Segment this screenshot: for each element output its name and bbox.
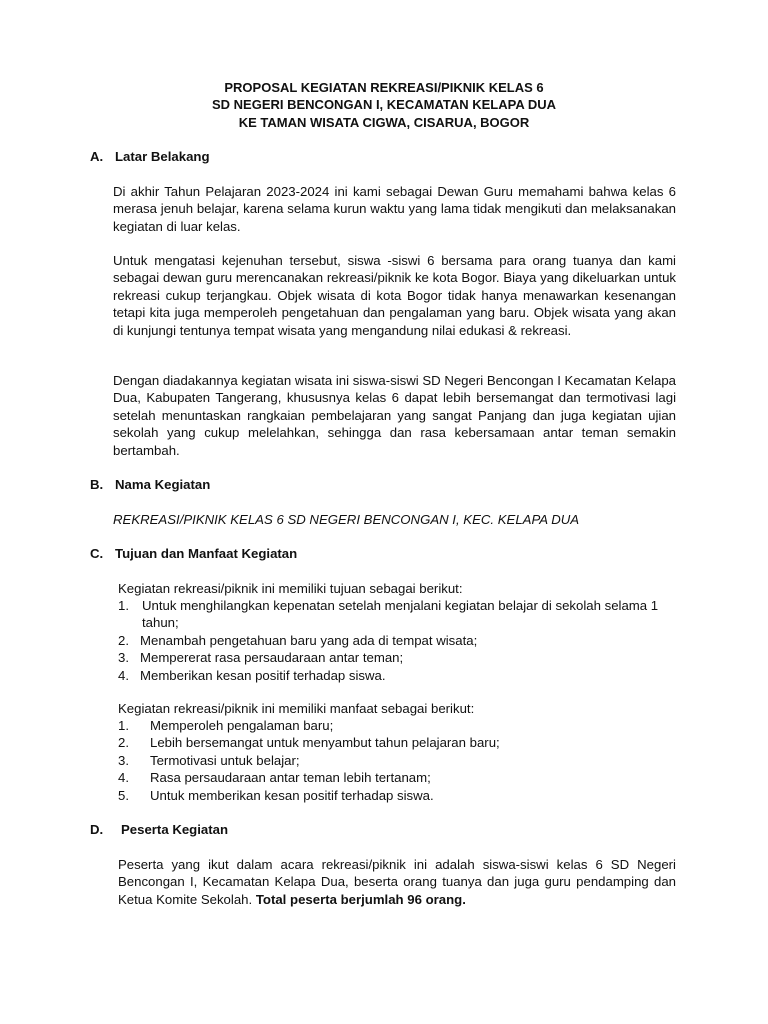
manfaat-list [118,717,678,804]
list-number: 4. [118,667,129,683]
activity-name: REKREASI/PIKNIK KELAS 6 SD NEGERI BENCONGAN I, KEC. KELAPA DUA [113,512,580,527]
participants-text: Peserta yang ikut dalam acara rekreasi/piknik ini adalah siswa-siswi kelas 6 SD Negeri Bencongan I, Kecamatan Kelapa Dua, beserta orang tuanya dan juga guru pendamping dan Ketua Komite Sekolah. [118,857,676,907]
list-item [118,597,678,632]
section-a-paragraph-2: Untuk mengatasi kejenuhan tersebut, siswa -siswi 6 bersama para orang tuanya dan kami sebagai dewan guru merencanakan rekreasi/piknik ke kota Bogor. Biaya yang dikeluarkan untuk rekreasi cukup terjangkau. Objek wisata di kota Bogor tidak hanya menawarkan kesenangan tetapi kita juga memperoleh pengetahuan dan pengalaman yang baru. Objek wisata yang akan di kunjungi tentunya tempat wisata yang mengandung nilai edukasi & rekreasi. [113,253,676,338]
section-c-letter: C. [90,546,104,561]
list-item [118,717,678,734]
section-c-title: Tujuan dan Manfaat Kegiatan [115,546,298,561]
list-number: 4. [118,770,129,786]
list-text: Lebih bersemangat untuk menyambut tahun pelajaran baru; [150,735,500,751]
section-a-letter: A. [90,149,104,164]
list-item [118,667,678,684]
section-b-letter: B. [90,477,104,492]
list-number: 2. [118,735,129,751]
list-number: 5. [118,787,129,803]
title-line-1: PROPOSAL KEGIATAN REKREASI/PIKNIK KELAS 6 [224,80,544,95]
list-item [118,769,678,786]
list-number: 1. [118,718,129,733]
list-text: Mempererat rasa persaudaraan antar teman; [140,650,404,666]
list-text: Termotivasi untuk belajar; [150,752,300,768]
list-text: Rasa persaudaraan antar teman lebih tertanam; [150,770,431,786]
list-number: 3. [118,752,129,768]
section-d-letter: D. [90,822,104,837]
section-b-heading [90,476,210,493]
document-title [0,79,768,131]
list-item [118,632,678,649]
section-a-heading [90,148,210,165]
list-item [118,734,678,751]
section-b-title: Nama Kegiatan [115,477,211,492]
section-d-paragraph [118,856,676,908]
list-item [118,649,678,666]
title-line-2: SD NEGERI BENCONGAN I, KECAMATAN KELAPA DUA [211,97,557,113]
list-item [118,787,678,804]
section-c-heading [90,545,297,562]
list-number: 3. [118,650,129,666]
participants-total: Total peserta berjumlah 96 orang. [255,891,466,907]
list-text: Memberikan kesan positif terhadap siswa. [140,667,386,683]
tujuan-list [118,597,678,684]
title-line-3: KE TAMAN WISATA CIGWA, CISARUA, BOGOR [238,114,530,130]
section-d-heading [90,821,228,838]
list-text: Untuk menghilangkan kepenatan setelah menjalani kegiatan belajar di sekolah selama 1 tahun; [142,598,659,631]
list-text: Memperoleh pengalaman baru; [150,718,334,733]
section-d-title: Peserta Kegiatan [121,822,229,837]
list-text: Menambah pengetahuan baru yang ada di tempat wisata; [140,632,478,648]
list-text: Untuk memberikan kesan positif terhadap siswa. [150,787,434,803]
section-a-paragraph-3: Dengan diadakannya kegiatan wisata ini siswa-siswi SD Negeri Bencongan I Kecamatan Kelapa Dua, Kabupaten Tangerang, khususnya kelas 6 dapat lebih bersemangat dan termotivasi lagi setelah menuntaskan rangkaian pembelajaran yang sangat Panjang dan juga kegiatan ujian sekolah yang cukup melelahkan, sehingga dan rasa kebersamaan antar teman semakin bertambah. [113,373,676,458]
list-item [118,752,678,769]
section-a-paragraph-1: Di akhir Tahun Pelajaran 2023-2024 ini kami sebagai Dewan Guru memahami bahwa kelas 6 merasa jenuh belajar, karena selama kurun waktu yang lama tidak mengikuti dan melaksanakan kegiatan di luar kelas. [113,184,676,234]
section-a-title: Latar Belakang [115,149,210,164]
list-number: 1. [118,598,129,613]
list-number: 2. [118,632,129,648]
manfaat-intro: Kegiatan rekreasi/piknik ini memiliki manfaat sebagai berikut: [118,701,475,716]
tujuan-intro: Kegiatan rekreasi/piknik ini memiliki tujuan sebagai berikut: [118,581,463,596]
